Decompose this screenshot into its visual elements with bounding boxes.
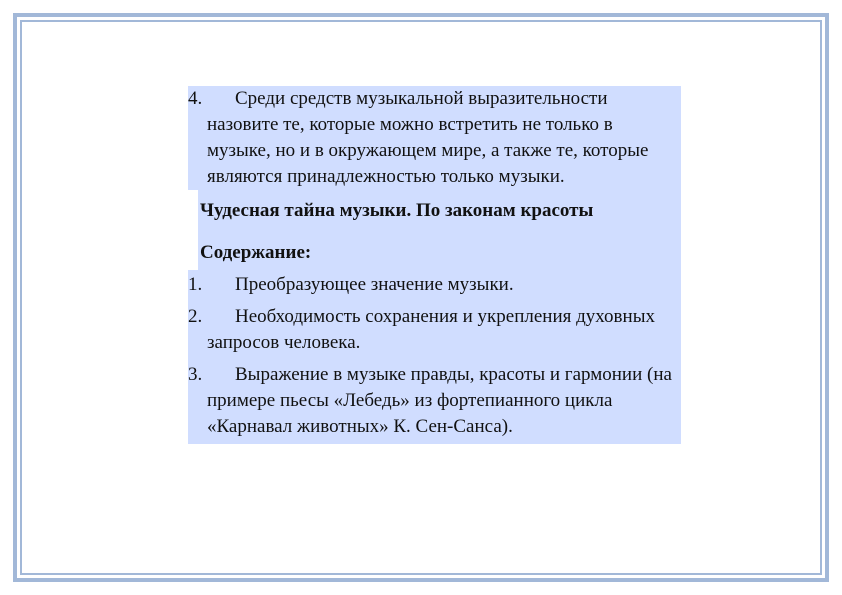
list-item (188, 304, 681, 356)
contents-list (188, 270, 681, 444)
list-item-text: Выражение в музыке правды, красоты и гармонии (на примере пьесы «Лебедь» из фортепианного цикла «Карнавал животных» К. Сен-Санса). (207, 364, 672, 437)
question-item (188, 86, 681, 190)
list-item (188, 362, 681, 440)
question-block (188, 86, 681, 190)
slide-content (188, 86, 681, 444)
list-item-number: 3. (188, 364, 203, 385)
question-number: 4. (188, 88, 203, 109)
list-item-number: 1. (188, 274, 203, 295)
list-item-number: 2. (188, 306, 203, 327)
list-item-text: Преобразующее значение музыки. (235, 274, 514, 295)
list-item (188, 272, 681, 298)
question-text: Среди средств музыкальной выразительности назовите те, которые можно встретить не только в музыке, но и в окружающем мире, а также те, которые являются принадлежностью только музыки. (207, 88, 649, 187)
contents-label: Содержание: (198, 240, 681, 270)
list-item-text: Необходимость сохранения и укрепления духовных запросов человека. (207, 306, 655, 353)
lesson-title: Чудесная тайна музыки. По законам красоты (198, 190, 681, 240)
